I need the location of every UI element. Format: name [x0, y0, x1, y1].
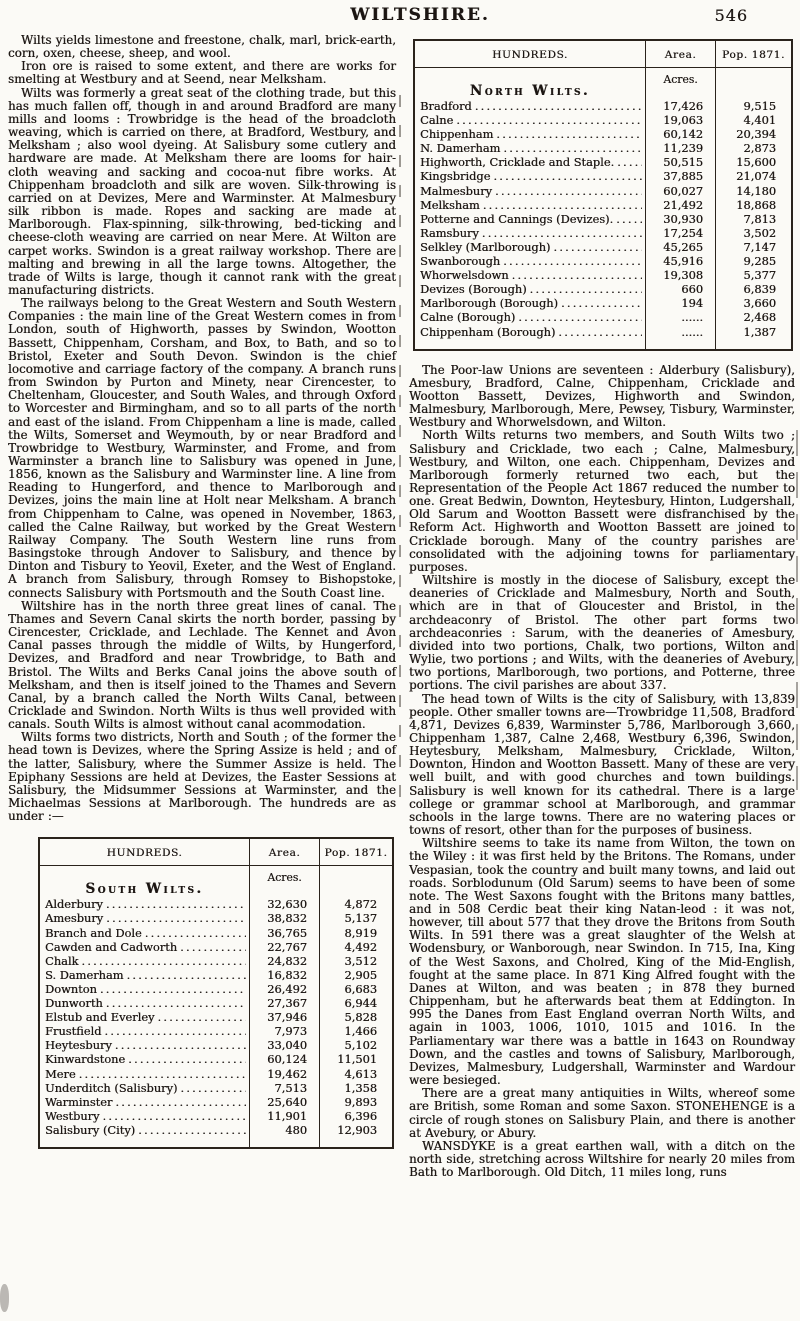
table-row-pop: 2,873	[715, 141, 791, 155]
paragraph-head-town: The head town of Wilts is the city of Salisbury, with 13,839 people. Other smaller towns are—Trowbridge 11,508, Bradford 4,871, Devizes 6,839, Warminster 5,786, Marlborough 3,660, Chippenham 1,387, Calne 2,468, Westbury 6,396, Swindon, Heytesbury, Melksham, Malmesbury, Cricklade, Wilton, Downton, Hindon and Wootton Bassett. Many of these are very well built, and with good churches and town buildings. Salisbury is well known for its cathedral. There is a large college or grammar school at Marlborough, and grammar schools in the large towns. There are no watering places or towns of resort, other than for the purposes of business.	[409, 691, 795, 838]
table-row-name	[415, 212, 645, 226]
paragraph-clothing-trade: Wilts was formerly a great seat of the clothing trade, but this has much fallen off, though in and around Bradford are many mills and looms : Trowbridge is the head of the broadcloth weaving, which is carried on there, at Bradford, Westbury, and Melksham ; also wool dyeing. At Salisbury some cutlery and hardware are made. At Melksham there are looms for hair-cloth weaving and sacking and cocoa-nut fibre works. At Chippenham broadcloth and silk are woven. Silk-throwing is carried on at Devizes, Mere and Warminster. At Malmesbury silk ribbon is made. Ropes and sacking are made at Marlborough. Flax-spinning, silk-throwing, bed-ticking and cheese-cloth weaving are carried on near Mere. At Wilton are carpet works. Swindon is a great railway workshop. There are malting and brewing in all the large towns. Altogether, the trade of Wilts is large, though it cannot rank with the great manufacturing districts.	[8, 85, 396, 297]
hundred-name: Potterne and Cannings (Devizes).	[420, 211, 614, 226]
table-footer-spacer	[40, 1137, 249, 1147]
paragraph-railways: The railways belong to the Great Western and South Western Companies : the main line of the Great Western comes in from London, south of Highworth, passes by Swindon, Wootton Bassett, Chippenham, Corsham, and Box, to Bath, and so to Bristol, Exeter and South Devon. Swindon is the chief locomotive and carriage factory of the company. A branch runs from Swindon by Purton and Minety, near Cirencester, to Cheltenham, Gloucester, and South Wales, and through Oxford to Worcester and Birmingham, and so to all parts of the north and east of the island. From Chippenham a line is made, called the Wilts, Somerset and Weymouth, by or near Bradford and Trowbridge to Westbury, Warminster, and Frome, and from Warminster a branch line to Salisbury was opened in June, 1856, known as the Salisbury and Warminster line. A line from Reading to Hungerford, and thence to Marlborough and Devizes, joins the main line at Holt near Melksham. A branch from Chippenham to Calne, was opened in November, 1863, called the Calne Railway, but worked by the Great Western Railway Company. The South Western line runs from Basingstoke through Andover to Salisbury, and thence by Dinton and Tisbury to Yeovil, Exeter, and the West of England. A branch from Salisbury, through Romsey to Bishopstoke, connects Salisbury with Portsmouth and the South Coast line.	[8, 296, 396, 600]
paragraph-members-parliament: North Wilts returns two members, and South Wilts two ; Salisbury and Cricklade, two each ; Calne, Malmesbury, Westbury, and Wilton, one each. Chippenham, Devizes and Marlborough formerly returned two each, but the Representation of the People Act 1867 reduced the number to one. Great Bedwin, Downton, Heytesbury, Hinton, Ludgershall, Old Sarum and Wootton Bassett were disfranchised by the Reform Act. Highworth and Wootton Bassett are joined to Cricklade borough. Many of the country parishes are consolidated with the adjoining towns for parliamentary purposes.	[409, 428, 795, 574]
paragraph-minerals: Wilts yields limestone and freestone, chalk, marl, brick-earth, corn, oxen, cheese, sheep, and wool.	[8, 33, 396, 61]
dot-leader	[482, 226, 642, 240]
hundred-name: Bradford	[420, 99, 472, 113]
hundred-name: N. Damerham	[420, 141, 501, 156]
table-row-pop: 2,905	[319, 968, 392, 982]
paragraph-canals: Wiltshire has in the north three great lines of canal. The Thames and Severn Canal skirts the north border, passing by Cirencester, Cricklade, and Lechlade. The Kennet and Avon Canal passes through the middle of Wilts, by Hungerford, Devizes, and Bradford and near Trowbridge, to Bath and Bristol. The Wilts and Berks Canal joins the above south of Melksham, and then is itself joined to the Thames and Severn Canal, by a branch called the North Wilts Canal, between Cricklade and Swindon. North Wilts is thus well provided with canals. South Wilts is almost without canal acommodation.	[8, 598, 396, 732]
area-unit-label: Acres.	[249, 866, 319, 897]
table-row-area: 60,124	[249, 1052, 319, 1066]
table-row-name	[40, 940, 249, 954]
section-title: North Wilts.	[469, 83, 591, 99]
table-row-area: 26,492	[249, 982, 319, 996]
table-row-area: 19,308	[645, 268, 715, 282]
table-row-area: 16,832	[249, 968, 319, 982]
column-header-pop: Pop. 1871.	[715, 41, 791, 68]
table-row-area: 45,916	[645, 254, 715, 268]
area-unit-label: Acres.	[645, 68, 715, 99]
table-row-area: 17,426	[645, 99, 715, 113]
table-row-pop: 1,387	[715, 325, 791, 339]
table-row-area: 37,946	[249, 1010, 319, 1024]
table-row-name	[415, 282, 645, 296]
hundred-name: Devizes (Borough)	[420, 282, 527, 297]
table-row-area: 22,767	[249, 940, 319, 954]
hundred-name: Salisbury (City)	[45, 1122, 136, 1137]
table-row-area: 24,832	[249, 954, 319, 968]
scan-artifact-smudge	[0, 1284, 9, 1312]
dot-leader	[553, 240, 642, 254]
table-row-area: 33,040	[249, 1038, 319, 1052]
dot-leader	[126, 968, 246, 982]
table-row-pop: 5,137	[319, 911, 392, 925]
text-columns	[8, 34, 795, 1179]
dot-leader	[128, 1052, 246, 1066]
hundred-name: Mere	[45, 1066, 76, 1081]
table-section-heading	[40, 866, 249, 897]
hundred-name: Westbury	[45, 1108, 100, 1123]
dot-leader	[145, 926, 246, 940]
table-row-name	[415, 184, 645, 198]
table-row-name	[40, 1010, 249, 1024]
hundred-name: Dunworth	[45, 996, 103, 1011]
table-row-area: 32,630	[249, 897, 319, 911]
dot-leader	[617, 155, 642, 169]
dot-leader	[503, 141, 642, 155]
table-footer-spacer	[645, 339, 715, 349]
page-header	[0, 5, 800, 31]
table-row-name	[415, 198, 645, 212]
dot-leader	[100, 982, 246, 996]
table-row-pop: 5,377	[715, 268, 791, 282]
dot-leader	[503, 254, 642, 268]
table-row-name	[415, 268, 645, 282]
table-row-pop: 6,683	[319, 982, 392, 996]
dot-leader	[106, 911, 246, 925]
table-row-name	[40, 996, 249, 1010]
table-footer-spacer	[319, 1137, 392, 1147]
hundred-name: Chalk	[45, 953, 79, 968]
paragraph-history: Wiltshire seems to take its name from Wilton, the town on the Wiley : it was first held by the Britons. The Romans, under Vespasian, took the country and built many towns, and laid out roads. Sorblodunum (Old Sarum) seems to have been of some note. The West Saxons fought with the Britons many battles, and in 508 Cerdic beat their king Natan-leod : it was not, however, till about 577 that they drove the Britons from South Wilts. In 591 there was a great slaughter of the Welsh at Wodensbury, or Wanborough, near Swindon. In 715, Ina, King of the West Saxons, and Cholred, King of the Mid-English, fought at the same place. In 871 King Alfred fought with the Danes at Wilton, and was beaten ; in 878 they burned Chippenham, but he afterwards beat them at Eddington. In 995 the Danes from East England overran North Wilts, and again in 1003, 1006, 1010, 1015 and 1016. In the Parliamentary war there was a battle in 1643 on Roundway Down, and the castles and towns of Salisbury, Marlborough, Devizes, Malmesbury, Ludgershall, Warminster and Wardour were besieged.	[409, 836, 795, 1088]
table-row-pop: 5,102	[319, 1038, 392, 1052]
table-row-area: 50,515	[645, 155, 715, 169]
pop-spacer	[715, 68, 791, 99]
table-row-name	[40, 897, 249, 911]
table-row-area: 11,239	[645, 141, 715, 155]
hundred-name: Chippenham	[420, 127, 494, 142]
table-row-name	[415, 99, 645, 113]
dot-leader	[106, 996, 246, 1010]
dot-leader	[157, 1010, 246, 1024]
table-row-pop: 15,600	[715, 155, 791, 169]
page-title: WILTSHIRE.	[350, 5, 490, 25]
table-row-area: 27,367	[249, 996, 319, 1010]
table-footer-spacer	[249, 1137, 319, 1147]
scan-artifact-gutter-line	[399, 95, 401, 810]
dot-leader	[493, 169, 642, 183]
south-wilts-table	[38, 837, 394, 1149]
hundred-name: Melksham	[420, 197, 480, 212]
paragraph-diocese: Wiltshire is mostly in the diocese of Salisbury, except the deaneries of Cricklade and Malmesbury, North and South, which are in that of Gloucester and Bristol, in the archdeaconry of Bristol. The other part forms two archdeaconries : Sarum, with the deaneries of Amesbury, divided into two portions, Chalk, two portions, Wilton and Wylie, two portions ; and Wilts, with the deaneries of Avebury, two portions, Marlborough, two portions, and Potterne, three portions. The civil parishes are about 337.	[409, 573, 795, 693]
table-row-pop: 6,396	[319, 1109, 392, 1123]
table-row-pop: 9,893	[319, 1095, 392, 1109]
hundred-name: Highworth, Cricklade and Staple.	[420, 155, 615, 170]
table-row-area: 194	[645, 296, 715, 310]
table-row-area: 38,832	[249, 911, 319, 925]
table-row-pop: 7,147	[715, 240, 791, 254]
table-row-pop: 2,468	[715, 310, 791, 324]
right-column	[409, 34, 795, 1179]
hundred-name: Cawden and Cadworth	[45, 939, 178, 954]
table-row-pop: 12,903	[319, 1123, 392, 1137]
section-title: South Wilts.	[85, 881, 204, 898]
table-row-pop: 4,492	[319, 940, 392, 954]
dot-leader	[616, 212, 642, 226]
dot-leader	[138, 1123, 246, 1137]
dot-leader	[475, 99, 642, 113]
table-row-name	[40, 968, 249, 982]
table-row-name	[40, 1123, 249, 1137]
paragraph-poor-law-unions: The Poor-law Unions are seventeen : Alderbury (Salisbury), Amesbury, Bradford, Calne, Chippenham, Cricklade and Wootton Bassett, Devizes, Highworth and Swindon, Malmesbury, Marlborough, Mere, Pewsey, Tisbury, Warminster, Westbury and Whorwelsdown, and Wilton.	[409, 362, 795, 430]
dot-leader	[483, 198, 642, 212]
hundred-name: Branch and Dole	[45, 925, 142, 940]
table-row-area: ......	[645, 310, 715, 324]
scan-artifact-edge-streak	[796, 430, 798, 790]
table-row-pop: 4,613	[319, 1067, 392, 1081]
table-row-pop: 4,401	[715, 113, 791, 127]
hundred-name: Underditch (Salisbury)	[45, 1080, 178, 1095]
dot-leader	[180, 1081, 246, 1095]
dot-leader	[106, 897, 246, 911]
dot-leader	[180, 940, 246, 954]
table-row-name	[415, 325, 645, 339]
table-row-area: 30,930	[645, 212, 715, 226]
dot-leader	[512, 268, 642, 282]
table-row-area: 21,492	[645, 198, 715, 212]
hundred-name: Malmesbury	[420, 183, 492, 198]
table-row-name	[415, 127, 645, 141]
table-row-name	[40, 911, 249, 925]
table-footer-spacer	[715, 339, 791, 349]
table-row-area: 25,640	[249, 1095, 319, 1109]
table-row-area: 60,142	[645, 127, 715, 141]
hundred-name: Chippenham (Borough)	[420, 324, 556, 339]
table-row-pop: 20,394	[715, 127, 791, 141]
column-header-hundreds: HUNDREDS.	[40, 839, 249, 866]
table-row-pop: 18,868	[715, 198, 791, 212]
table-row-area: 19,462	[249, 1067, 319, 1081]
hundred-name: S. Damerham	[45, 967, 124, 982]
table-row-name	[415, 296, 645, 310]
hundred-name: Warminster	[45, 1094, 113, 1109]
dot-leader	[456, 113, 642, 127]
paragraph-iron-ore: Iron ore is raised to some extent, and there are works for smelting at Westbury and at Seend, near Melksham.	[8, 59, 396, 87]
dot-leader	[104, 1024, 246, 1038]
hundred-name: Alderbury	[45, 897, 103, 912]
table-row-pop: 21,074	[715, 169, 791, 183]
hundred-name: Whorwelsdown	[420, 268, 509, 283]
table-row-pop: 1,466	[319, 1024, 392, 1038]
table-row-area: 17,254	[645, 226, 715, 240]
dot-leader	[518, 310, 642, 324]
table-row-name	[415, 240, 645, 254]
table-row-name	[40, 1052, 249, 1066]
table-row-pop: 7,813	[715, 212, 791, 226]
table-row-name	[415, 254, 645, 268]
hundred-name: Calne	[420, 113, 454, 128]
table-row-area: 11,901	[249, 1109, 319, 1123]
dot-leader	[530, 282, 642, 296]
dot-leader	[495, 184, 642, 198]
table-row-name	[415, 155, 645, 169]
table-row-name	[40, 1081, 249, 1095]
table-row-name	[415, 310, 645, 324]
table-footer-spacer	[415, 339, 645, 349]
table-row-area: 7,513	[249, 1081, 319, 1095]
table-row-name	[40, 926, 249, 940]
table-row-area: 19,063	[645, 113, 715, 127]
table-row-area: 45,265	[645, 240, 715, 254]
dot-leader	[115, 1095, 246, 1109]
table-row-name	[415, 141, 645, 155]
left-column	[8, 34, 396, 1179]
column-header-hundreds: HUNDREDS.	[415, 41, 645, 68]
table-row-pop: 9,285	[715, 254, 791, 268]
hundred-name: Swanborough	[420, 254, 501, 269]
table-row-name	[40, 1038, 249, 1052]
table-row-pop: 11,501	[319, 1052, 392, 1066]
table-row-area: 480	[249, 1123, 319, 1137]
table-row-pop: 3,660	[715, 296, 791, 310]
hundred-name: Downton	[45, 981, 97, 996]
table-section-heading	[415, 68, 645, 99]
hundred-name: Marlborough (Borough)	[420, 296, 558, 311]
table-row-pop: 1,358	[319, 1081, 392, 1095]
table-row-pop: 6,839	[715, 282, 791, 296]
table-row-name	[40, 954, 249, 968]
hundred-name: Kinwardstone	[45, 1052, 126, 1067]
hundred-name: Ramsbury	[420, 225, 479, 240]
table-row-pop: 14,180	[715, 184, 791, 198]
hundred-name: Frustfield	[45, 1024, 102, 1039]
table-row-name	[40, 1024, 249, 1038]
hundred-name: Elstub and Everley	[45, 1010, 155, 1025]
dot-leader	[79, 1067, 246, 1081]
column-header-area: Area.	[249, 839, 319, 866]
table-row-name	[40, 982, 249, 996]
table-row-area: 60,027	[645, 184, 715, 198]
paragraph-districts-assizes: Wilts forms two districts, North and South ; of the former the head town is Devizes, where the Spring Assize is held ; and of the latter, Salisbury, where the Summer Assize is held. The Epiphany Sessions are held at Devizes, the Easter Sessions at Salisbury, the Midsummer Sessions at Warminster, and the Michaelmas Sessions at Marlborough. The hundreds are as under :—	[8, 730, 396, 824]
column-header-area: Area.	[645, 41, 715, 68]
table-row-name	[415, 169, 645, 183]
table-row-pop: 6,944	[319, 996, 392, 1010]
table-row-name	[415, 113, 645, 127]
pop-spacer	[319, 866, 392, 897]
dot-leader	[558, 325, 642, 339]
dot-leader	[102, 1109, 246, 1123]
dot-leader	[115, 1038, 246, 1052]
hundred-name: Kingsbridge	[420, 169, 491, 184]
hundred-name: Calne (Borough)	[420, 310, 516, 325]
table-row-area: 660	[645, 282, 715, 296]
hundred-name: Selkley (Marlborough)	[420, 239, 551, 254]
paragraph-wansdyke: WANSDYKE is a great earthen wall, with a ditch on the north side, stretching across Wiltshire for nearly 20 miles from Bath to Marlborough. Old Ditch, 11 miles long, runs	[409, 1138, 795, 1180]
table-row-area: 7,973	[249, 1024, 319, 1038]
north-wilts-table	[413, 39, 793, 351]
table-row-pop: 4,872	[319, 897, 392, 911]
table-row-pop: 8,919	[319, 926, 392, 940]
table-row-pop: 3,512	[319, 954, 392, 968]
table-row-name	[40, 1067, 249, 1081]
dot-leader	[81, 954, 246, 968]
column-header-pop: Pop. 1871.	[319, 839, 392, 866]
page-number: 546	[714, 6, 748, 25]
table-row-area: 37,885	[645, 169, 715, 183]
table-row-area: 36,765	[249, 926, 319, 940]
table-row-name	[415, 226, 645, 240]
hundred-name: Heytesbury	[45, 1038, 112, 1053]
table-row-pop: 9,515	[715, 99, 791, 113]
table-row-pop: 5,828	[319, 1010, 392, 1024]
paragraph-antiquities: There are a great many antiquities in Wilts, whereof some are British, some Roman and some Saxon. STONEHENGE is a circle of rough stones on Salisbury Plain, and there is another at Avebury, or Abury.	[409, 1086, 795, 1140]
dot-leader	[496, 127, 642, 141]
dot-leader	[561, 296, 642, 310]
table-row-name	[40, 1095, 249, 1109]
table-row-name	[40, 1109, 249, 1123]
hundred-name: Amesbury	[45, 911, 104, 926]
table-row-pop: 3,502	[715, 226, 791, 240]
table-row-area: ......	[645, 325, 715, 339]
